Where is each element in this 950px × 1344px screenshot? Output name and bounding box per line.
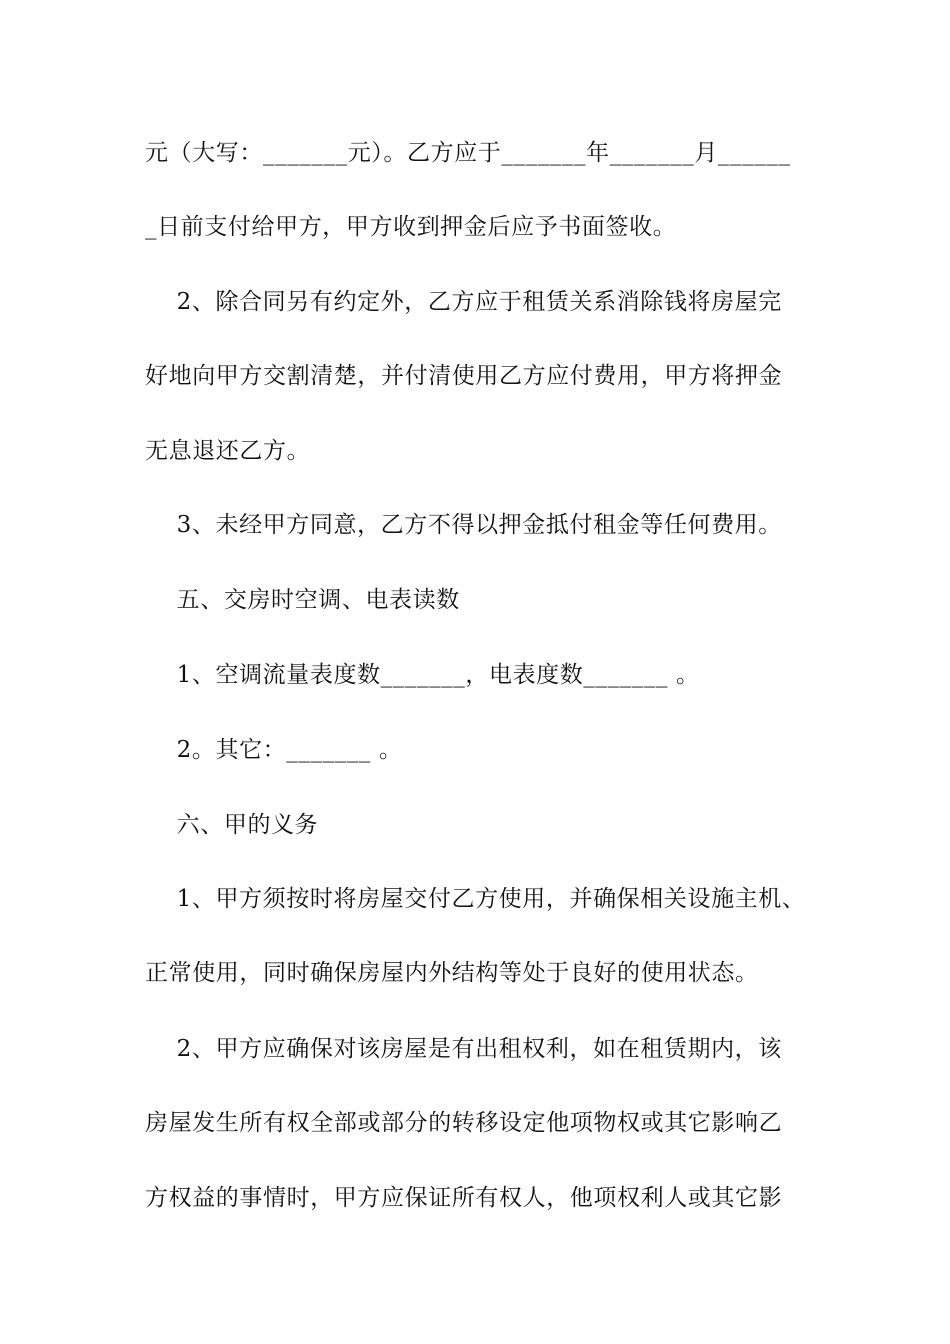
text-line: 正常使用，同时确保房屋内外结构等处于良好的使用状态。	[145, 960, 759, 986]
text-line: 好地向甲方交割清楚，并付清使用乙方应付费用，甲方将押金	[145, 363, 783, 389]
text-line: 2。其它：_______ 。	[145, 737, 403, 763]
section-heading: 五、交房时空调、电表读数	[145, 587, 460, 613]
text-line: 房屋发生所有权全部或部分的转移设定他项物权或其它影响乙	[145, 1110, 783, 1136]
text-line: 无息退还乙方。	[145, 438, 311, 464]
section-heading: 六、甲的义务	[145, 812, 319, 838]
text-line: 方权益的事情时，甲方应保证所有权人，他项权利人或其它影	[145, 1185, 783, 1211]
text-line: 1、空调流量表度数_______，电表度数_______ 。	[145, 662, 700, 688]
text-line: 元（大写：_______元）。乙方应于_______年_______月______	[145, 140, 791, 166]
text-line: _日前支付给甲方，甲方收到押金后应予书面签收。	[145, 214, 677, 240]
text-line: 1、甲方须按时将房屋交付乙方使用，并确保相关设施主机、	[145, 886, 806, 912]
text-line: 3、未经甲方同意，乙方不得以押金抵付租金等任何费用。	[145, 512, 782, 538]
text-line: 2、除合同另有约定外，乙方应于租赁关系消除钱将房屋完	[145, 289, 782, 315]
text-line: 2、甲方应确保对该房屋是有出租权利，如在租赁期内，该	[145, 1036, 782, 1062]
